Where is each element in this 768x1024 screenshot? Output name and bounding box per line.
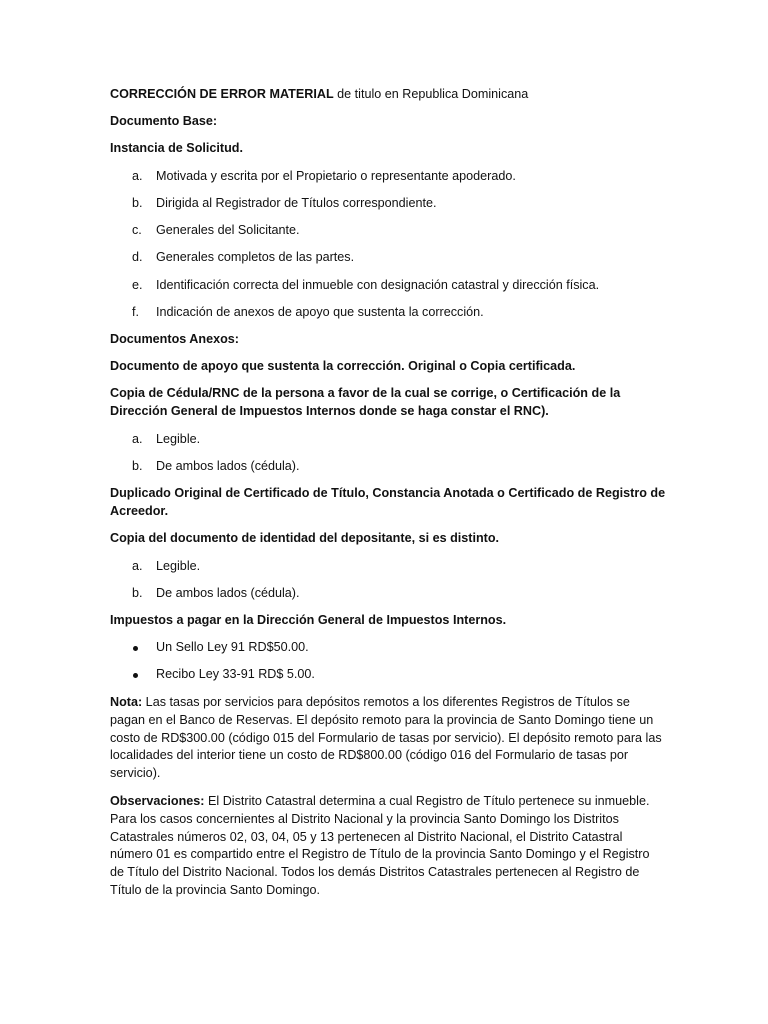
copia-depositante-text: Copia del documento de identidad del depositante, si es distinto. — [110, 531, 500, 545]
list-marker: c. — [132, 223, 142, 237]
duplicado-paragraph: Duplicado Original de Certificado de Título, Constancia Anotada o Certificado de Registro de Acreedor. — [110, 486, 666, 518]
list-item: Dirigida al Registrador de Títulos correspondiente. — [156, 196, 437, 210]
list-item: Identificación correcta del inmueble con designación catastral y dirección física. — [156, 278, 600, 292]
list-item: De ambos lados (cédula). — [156, 459, 300, 473]
list-item: Un Sello Ley 91 RD$50.00. — [156, 640, 309, 654]
title-bold: CORRECCIÓN DE ERROR MATERIAL — [110, 87, 334, 101]
observaciones-label: Observaciones: — [110, 794, 205, 808]
list-marker: d. — [132, 250, 143, 264]
copia-cedula-paragraph: Copia de Cédula/RNC de la persona a favor de la cual se corrige, o Certificación de la Dirección General de Impuestos Internos donde se haga constar el RNC). — [110, 386, 621, 418]
list-marker: a. — [132, 432, 143, 446]
impuestos-heading: Impuestos a pagar en la Dirección General de Impuestos Internos. — [110, 613, 507, 627]
title-rest: de titulo en Republica Dominicana — [333, 87, 529, 101]
list-item: De ambos lados (cédula). — [156, 586, 300, 600]
list-item: Legible. — [156, 432, 201, 446]
observaciones-paragraph — [110, 793, 666, 900]
documento-apoyo-text: Documento de apoyo que sustenta la corrección. Original o Copia certificada. — [110, 359, 576, 373]
list-marker: f. — [132, 305, 139, 319]
list-marker: a. — [132, 559, 143, 573]
bullet-icon — [133, 646, 138, 651]
list-marker: b. — [132, 196, 143, 210]
list-marker: b. — [132, 586, 143, 600]
list-marker: b. — [132, 459, 143, 473]
instancia-heading: Instancia de Solicitud. — [110, 141, 243, 155]
list-item: Motivada y escrita por el Propietario o representante apoderado. — [156, 169, 516, 183]
nota-paragraph — [110, 694, 666, 783]
documentos-anexos-heading: Documentos Anexos: — [110, 332, 239, 346]
document-title — [110, 86, 528, 103]
list-item: Recibo Ley 33-91 RD$ 5.00. — [156, 667, 315, 681]
nota-label: Nota: — [110, 695, 143, 709]
documento-base-heading: Documento Base: — [110, 114, 218, 128]
list-marker: a. — [132, 169, 143, 183]
list-item: Legible. — [156, 559, 201, 573]
list-item: Generales completos de las partes. — [156, 250, 355, 264]
nota-text: Las tasas por servicios para depósitos remotos a los diferentes Registros de Títulos se pagan en el Banco de Reservas. El depósito remoto para la provincia de Santo Domingo tiene un costo de RD$300.00 (código 015 del Formulario de tasas por servicio). El depósito remoto para las localidades del interior tiene un costo de RD$800.00 (código 016 del Formulario de tasas por servicio). — [110, 695, 662, 781]
list-item: Generales del Solicitante. — [156, 223, 300, 237]
list-marker: e. — [132, 278, 143, 292]
list-item: Indicación de anexos de apoyo que sustenta la corrección. — [156, 305, 484, 319]
bullet-icon — [133, 673, 138, 678]
observaciones-text: El Distrito Catastral determina a cual Registro de Título pertenece su inmueble. Para los casos concernientes al Distrito Nacional y la provincia Santo Domingo los Distritos Catastrales números 02, 03, 04, 05 y 13 pertenecen al Distrito Nacional, el Distrito Catastral número 01 es compartido entre el Registro de Título de la provincia Santo Domingo y el Registro de Título del Distrito Nacional. Todos los demás Distritos Catastrales pertenecen al Registro de Título de la provincia Santo Domingo. — [110, 794, 650, 897]
